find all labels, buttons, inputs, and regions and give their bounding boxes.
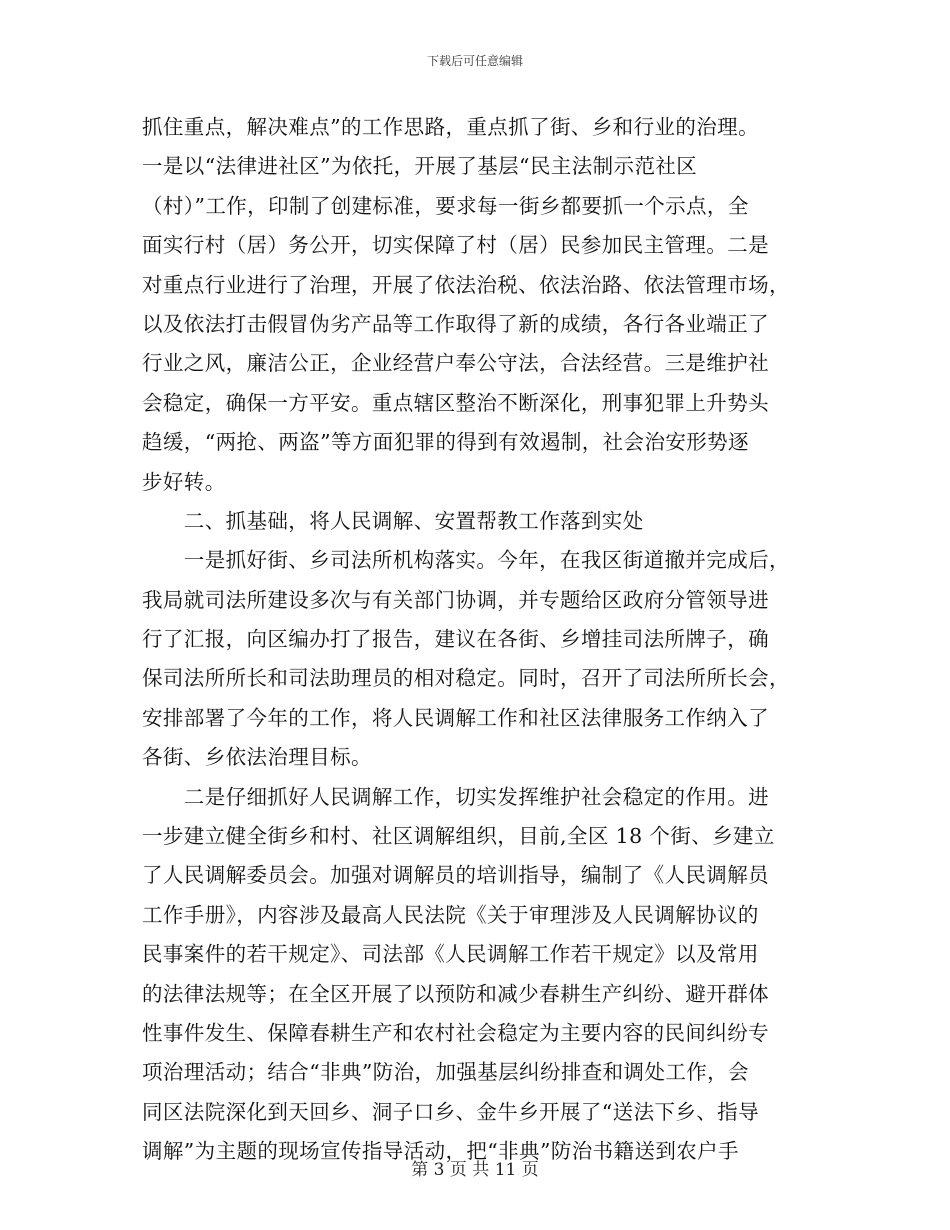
text-line: 的法律法规等；在全区开展了以预防和减少春耕生产纠纷、避开群体 bbox=[142, 981, 769, 1006]
text-line: 二、抓基础，将人民调解、安置帮教工作落到实处 bbox=[142, 508, 644, 533]
page-header: 下载后可任意编辑 bbox=[426, 54, 523, 68]
text-line: 项治理活动；结合“非典”防治，加强基层纠纷排查和调处工作，会 bbox=[142, 1060, 749, 1085]
page-footer: 第 3 页 共 11 页 bbox=[411, 1160, 539, 1180]
text-line: 对重点行业进行了治理，开展了依法治税、依法治路、依法管理市场， bbox=[142, 272, 790, 297]
text-line: 会稳定，确保一方平安。重点辖区整治不断深化，刑事犯罪上升势头 bbox=[142, 390, 769, 415]
text-line: 调解”为主题的现场宣传指导活动，把“非典”防治书籍送到农户手 bbox=[142, 1139, 739, 1164]
text-line: 民事案件的若干规定》、司法部《人民调解工作若干规定》以及常用 bbox=[142, 942, 759, 967]
text-line: （村）”工作，印制了创建标准，要求每一街乡都要抓一个示点，全 bbox=[142, 193, 749, 218]
text-line: 安排部署了今年的工作，将人民调解工作和社区法律服务工作纳入了 bbox=[142, 705, 769, 730]
text-line: 行了汇报，向区编办打了报告，建议在各街、乡增挂司法所牌子，确 bbox=[142, 627, 769, 652]
text-line: 步好转。 bbox=[142, 469, 226, 494]
text-line: 我局就司法所建设多次与有关部门协调，并专题给区政府分管领导进 bbox=[142, 587, 769, 612]
text-line: 保司法所所长和司法助理员的相对稳定。同时，召开了司法所所长会， bbox=[142, 666, 790, 691]
text-line: 一是抓好街、乡司法所机构落实。今年，在我区街道撤并完成后， bbox=[142, 548, 790, 573]
text-line: 了人民调解委员会。加强对调解员的培训指导，编制了《人民调解员 bbox=[142, 863, 769, 888]
text-line: 面实行村（居）务公开，切实保障了村（居）民参加民主管理。二是 bbox=[142, 233, 769, 258]
text-line: 抓住重点，解决难点”的工作思路，重点抓了街、乡和行业的治理。 bbox=[142, 115, 759, 139]
document-body bbox=[142, 108, 808, 1172]
text-line: 工作手册》，内容涉及最高人民法院《关于审理涉及人民调解协议的 bbox=[142, 902, 759, 927]
text-line: 以及依法打击假冒伪劣产品等工作取得了新的成绩，各行各业端正了 bbox=[142, 311, 769, 336]
text-line: 同区法院深化到天回乡、洞子口乡、金牛乡开展了“送法下乡、指导 bbox=[142, 1099, 759, 1124]
text-line: 一是以“法律进社区”为依托，开展了基层“民主法制示范社区 bbox=[142, 154, 698, 179]
text-line: 性事件发生、保障春耕生产和农村社会稳定为主要内容的民间纠纷专 bbox=[142, 1020, 769, 1045]
text-line: 各街、乡依法治理目标。 bbox=[142, 745, 372, 770]
text-line: 一步建立健全街乡和村、社区调解组织，目前,全区 18 个街、乡建立 bbox=[142, 824, 775, 849]
text-line: 趋缓，“两抢、两盗”等方面犯罪的得到有效遏制，社会治安形势逐 bbox=[142, 430, 749, 455]
text-line: 行业之风，廉洁公正，企业经营户奉公守法，合法经营。三是维护社 bbox=[142, 351, 769, 376]
text-line: 二是仔细抓好人民调解工作，切实发挥维护社会稳定的作用。进 bbox=[142, 784, 769, 809]
